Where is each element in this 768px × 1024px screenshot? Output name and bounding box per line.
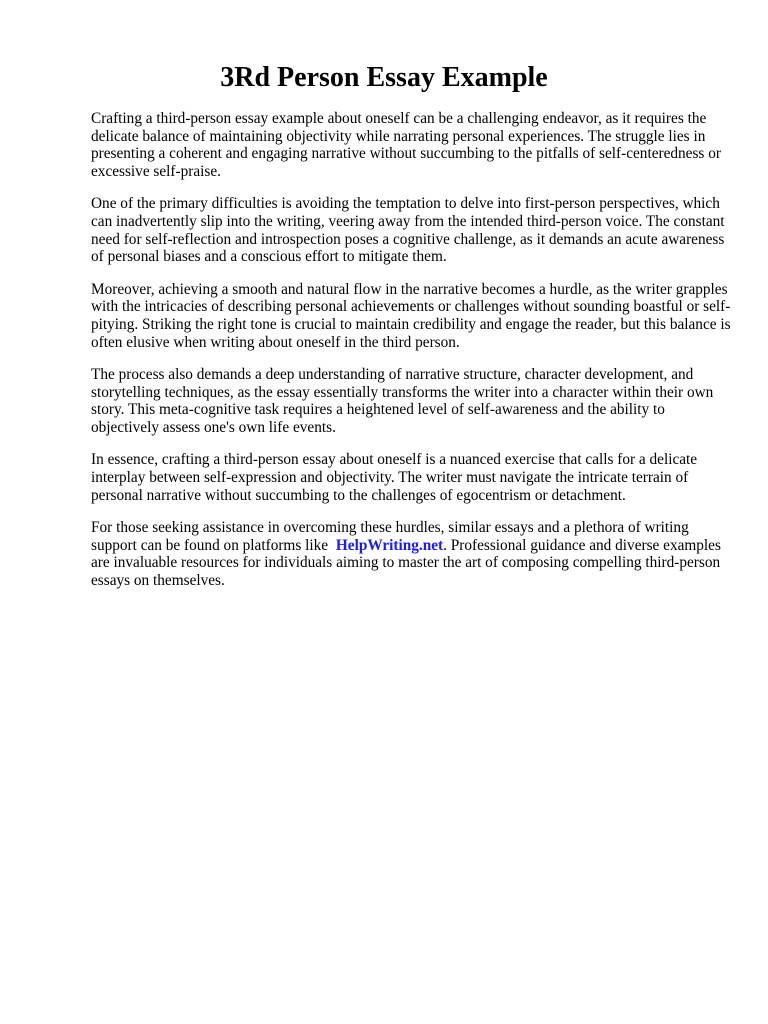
page-title: 3Rd Person Essay Example xyxy=(220,62,548,93)
paragraph-3: Moreover, achieving a smooth and natural flow in the narrative becomes a hurdle, as the writer grapples with the intricacies of describing personal achievements or challenges without sounding boastful or self-pitying. Striking the right tone is crucial to maintain credibility and engage the reader, but this balance is often elusive when writing about oneself in the third person. xyxy=(91,280,731,351)
paragraph-5: In essence, crafting a third-person essay about oneself is a nuanced exercise that calls for a delicate interplay between self-expression and objectivity. The writer must navigate the intricate terrain of personal narrative without succumbing to the challenges of egocentrism or detachment. xyxy=(91,451,698,504)
paragraph-6-text-after-link: . Professional guidance and diverse examples are invaluable resources for individuals aiming to master the art of composing compelling third-person essays on themselves. xyxy=(91,536,721,589)
essay-body xyxy=(91,110,731,604)
paragraph-1: Crafting a third-person essay example about oneself can be a challenging endeavor, as it requires the delicate balance of maintaining objectivity while narrating personal experiences. The struggle lies in presenting a coherent and engaging narrative without succumbing to the pitfalls of self-centeredness or excessive self-praise. xyxy=(91,110,721,181)
paragraph-6-text-before-link: For those seeking assistance in overcoming these hurdles, similar essays and a plethora of writing support can be found on platforms like xyxy=(91,518,689,554)
paragraph-2: One of the primary difficulties is avoiding the temptation to delve into first-person perspectives, which can inadvertently slip into the writing, veering away from the intended third-person voice. The constant need for self-reflection and introspection poses a cognitive challenge, as it demands an acute awareness of personal biases and a conscious effort to mitigate them. xyxy=(91,195,725,266)
paragraph-4: The process also demands a deep understanding of narrative structure, character development, and storytelling techniques, as the essay essentially transforms the writer into a character within their own story. This meta-cognitive task requires a heightened level of self-awareness and the ability to objectively assess one's own life events. xyxy=(91,365,714,437)
helpwriting-link[interactable]: HelpWriting.net xyxy=(335,536,444,554)
paragraph-6 xyxy=(91,519,731,590)
